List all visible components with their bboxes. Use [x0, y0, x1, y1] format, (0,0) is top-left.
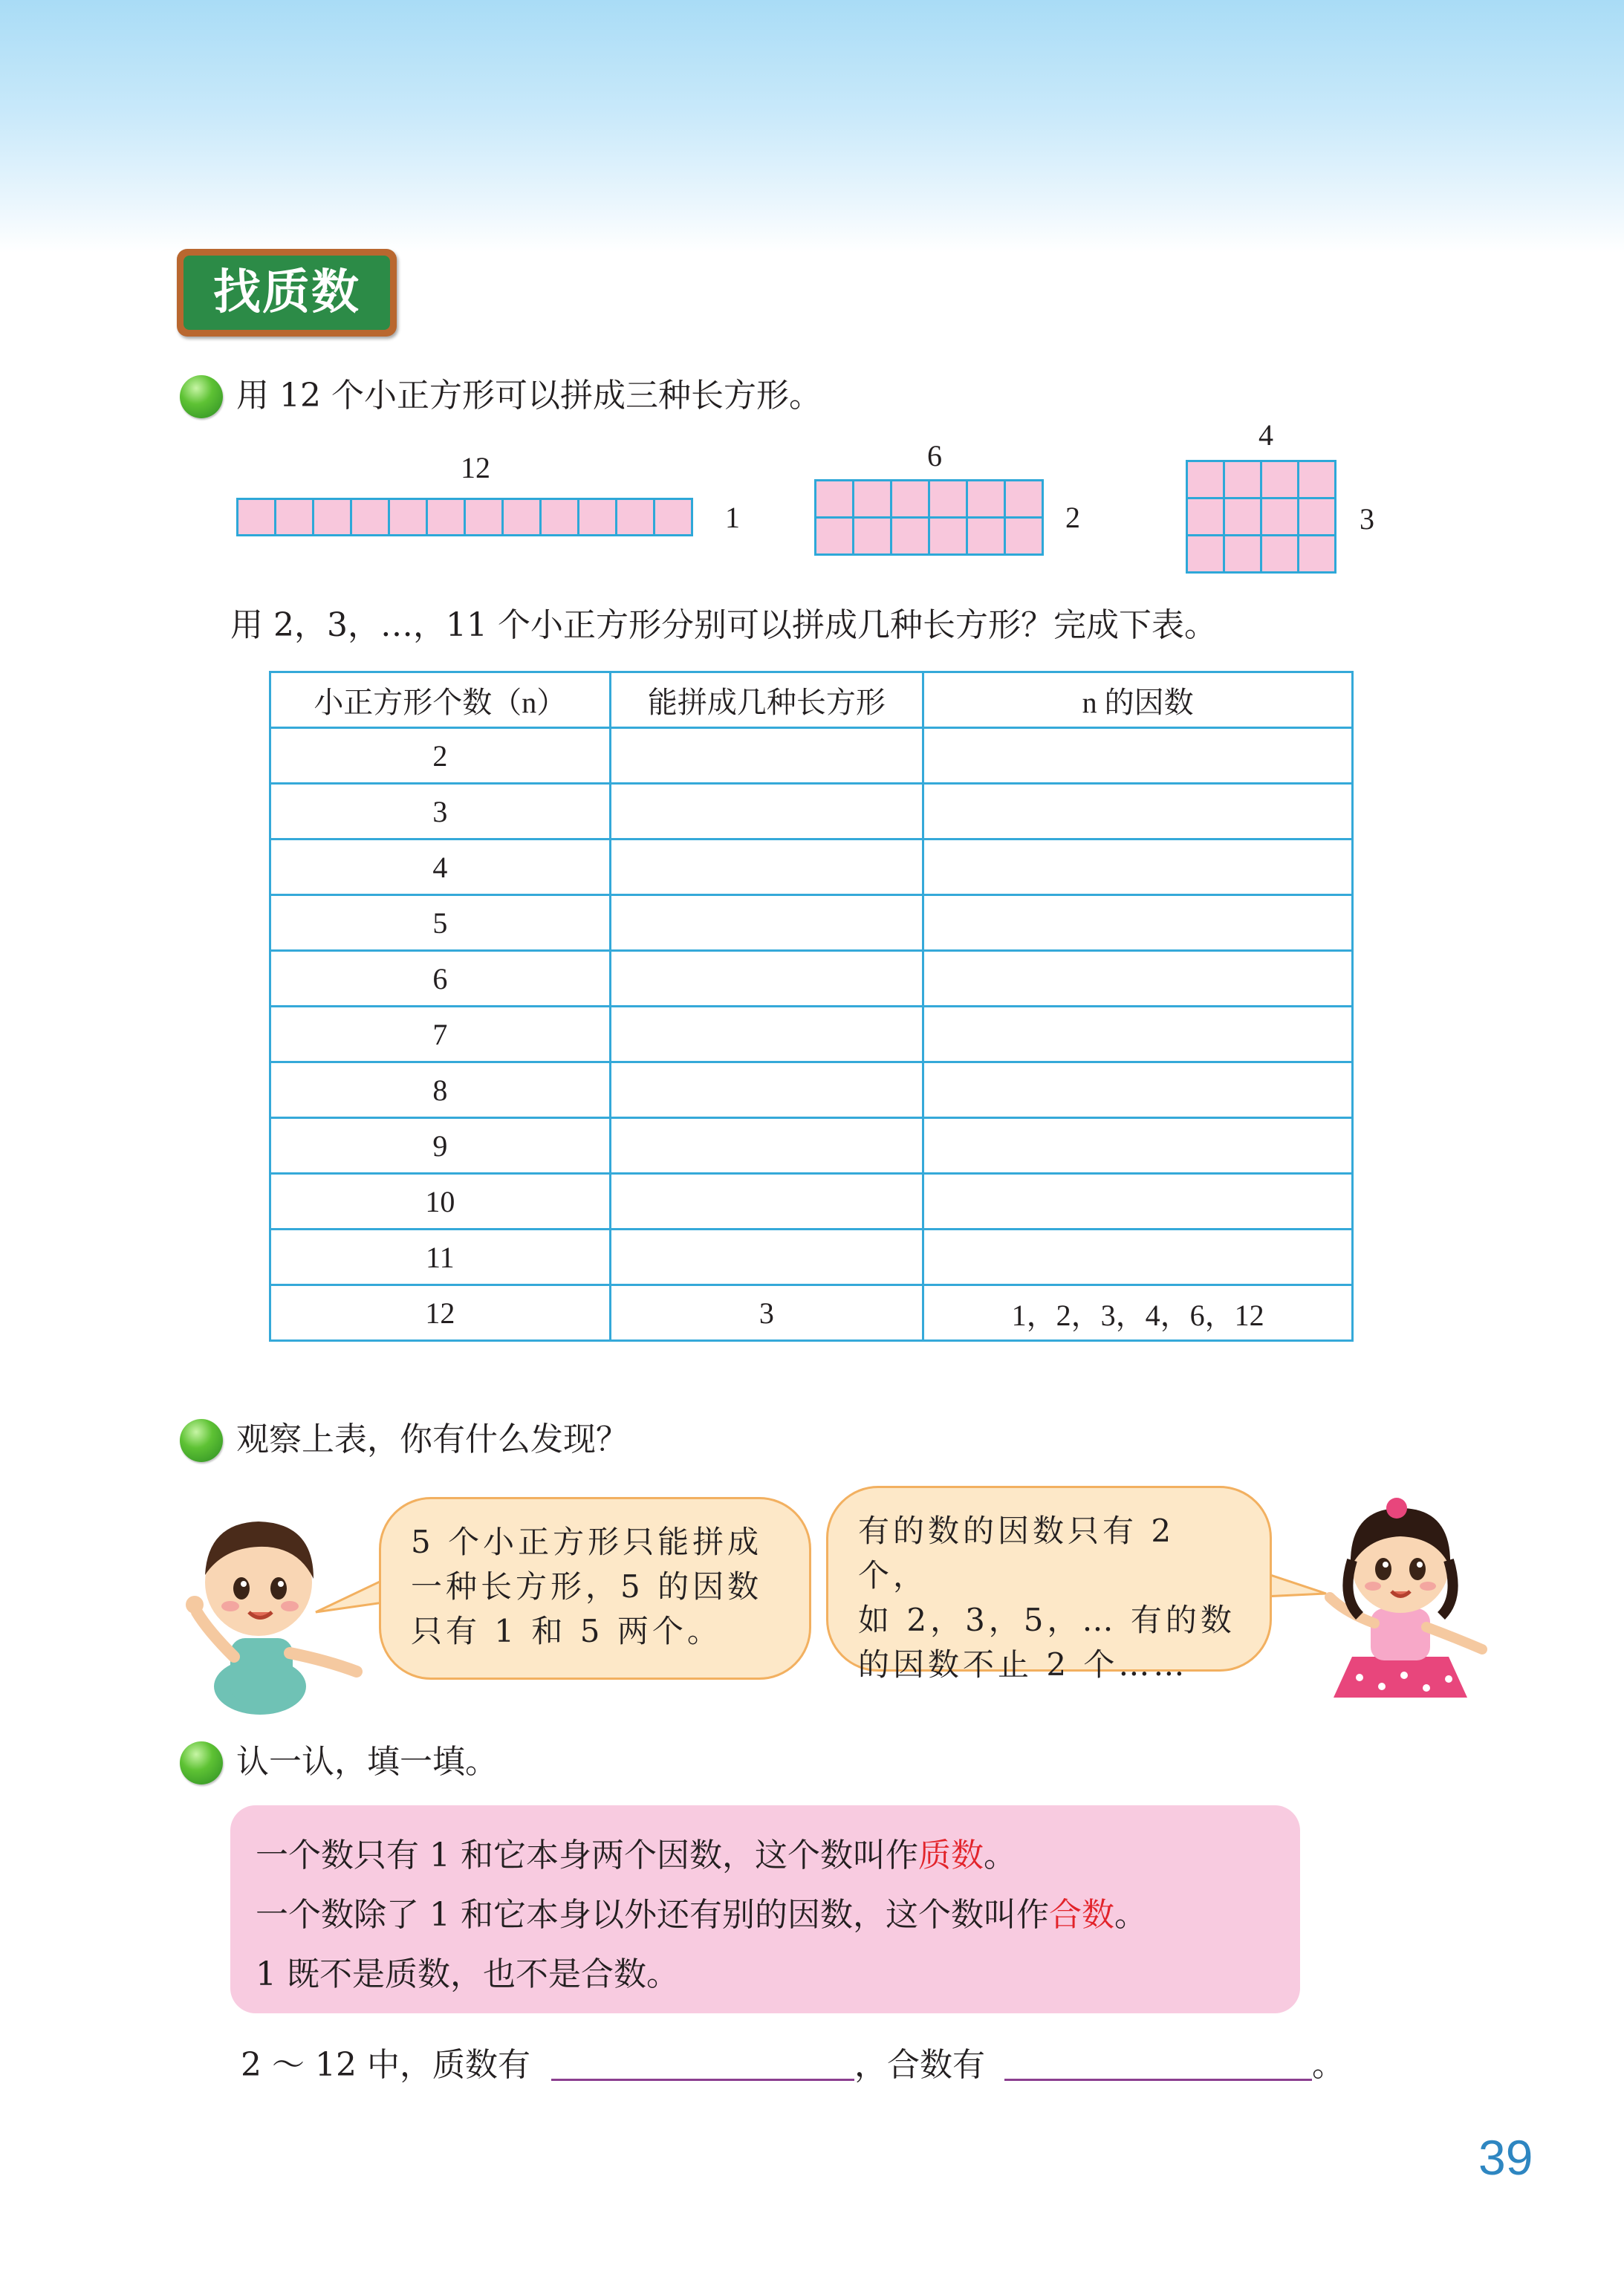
table-row [270, 1285, 1353, 1341]
table-row [270, 1174, 1353, 1230]
girl-illustration-icon [1308, 1486, 1493, 1709]
cell-factors[interactable] [923, 895, 1353, 951]
rect-4x3 [1186, 460, 1336, 574]
table-row [270, 1007, 1353, 1062]
prime-answer-blank[interactable] [551, 2079, 854, 2081]
cell-n: 3 [270, 784, 611, 840]
table-row [270, 1230, 1353, 1285]
cell-n: 9 [270, 1118, 611, 1174]
prime-term: 质数 [917, 1837, 984, 1874]
table-row [270, 840, 1353, 895]
cell-n: 11 [270, 1230, 611, 1285]
table-row [270, 951, 1353, 1007]
cell-kinds[interactable] [610, 1007, 923, 1062]
cell-kinds[interactable] [610, 1118, 923, 1174]
end-mark: 。 [1114, 1896, 1147, 1934]
cell-kinds[interactable] [610, 1062, 923, 1118]
section-title-badge [177, 249, 397, 337]
definition-box [230, 1805, 1300, 2013]
header-rect-kinds: 能拼成几种长方形 [610, 672, 923, 728]
rect2-height-label: 2 [1065, 501, 1080, 534]
cell-n: 8 [270, 1062, 611, 1118]
prime-definition-text: 一个数只有 1 和它本身两个因数，这个数叫作 [256, 1837, 918, 1874]
boy-speech-line: 5 个小正方形只能拼成 [411, 1524, 763, 1560]
end-mark: 。 [983, 1837, 1016, 1874]
boy-speech-line: 一种长方形，5 的因数 [411, 1568, 763, 1605]
table-row [270, 1118, 1353, 1174]
header-band [0, 0, 1624, 253]
composite-term: 合数 [1048, 1896, 1114, 1934]
green-bullet-icon [180, 1419, 223, 1462]
fill-prefix: 2 ～ 12 中，质数有 [241, 2046, 530, 2084]
composite-definition [256, 1886, 1300, 1945]
cell-factors: 1，2，3，4，6，12 [923, 1285, 1353, 1341]
page-number: 39 [1478, 2130, 1533, 2185]
instruction-text: 用 2，3，…，11 个小正方形分别可以拼成几种长方形？完成下表。 [230, 606, 1217, 644]
cell-kinds[interactable] [610, 784, 923, 840]
cell-factors[interactable] [923, 1007, 1353, 1062]
cell-kinds[interactable] [610, 951, 923, 1007]
cell-factors[interactable] [923, 1062, 1353, 1118]
green-bullet-icon [180, 1741, 223, 1784]
composite-answer-blank[interactable] [1004, 2079, 1312, 2081]
rect3-width-label: 4 [1258, 418, 1273, 452]
intro-text: 用 12 个小正方形可以拼成三种长方形。 [236, 377, 822, 415]
cell-kinds: 3 [610, 1285, 923, 1341]
cell-kinds[interactable] [610, 895, 923, 951]
fill-middle: ，合数有 [854, 2046, 985, 2084]
cell-factors[interactable] [923, 840, 1353, 895]
table-row [270, 895, 1353, 951]
composite-definition-text: 一个数除了 1 和它本身以外还有别的因数，这个数叫作 [256, 1896, 1049, 1934]
cell-factors[interactable] [923, 728, 1353, 784]
cell-kinds[interactable] [610, 728, 923, 784]
cell-n: 4 [270, 840, 611, 895]
cell-factors[interactable] [923, 1174, 1353, 1230]
girl-speech-line: 如 2，3，5，… 有的数 [858, 1602, 1235, 1638]
table-row [270, 1062, 1353, 1118]
table-header-row [270, 672, 1353, 728]
rect1-width-label: 12 [461, 451, 490, 484]
one-note: 1 既不是质数，也不是合数。 [256, 1955, 679, 1993]
observe-text: 观察上表，你有什么发现？ [236, 1420, 629, 1458]
cell-n: 10 [270, 1174, 611, 1230]
fill-end: 。 [1312, 2046, 1345, 2084]
rect-12x1 [236, 498, 693, 536]
boy-speech-line: 只有 1 和 5 两个。 [411, 1613, 722, 1649]
cell-factors[interactable] [923, 784, 1353, 840]
cell-factors[interactable] [923, 1230, 1353, 1285]
header-count: 小正方形个数（n） [270, 672, 611, 728]
rect-6x2 [814, 479, 1044, 556]
learn-text: 认一认，填一填。 [236, 1743, 498, 1781]
cell-factors[interactable] [923, 1118, 1353, 1174]
rect1-height-label: 1 [725, 501, 740, 534]
boy-speech-bubble [379, 1497, 811, 1680]
cell-factors[interactable] [923, 951, 1353, 1007]
prime-definition [256, 1826, 1300, 1886]
green-bullet-icon [180, 375, 223, 418]
cell-kinds[interactable] [610, 1230, 923, 1285]
header-factors: n 的因数 [923, 672, 1353, 728]
cell-n: 12 [270, 1285, 611, 1341]
cell-n: 7 [270, 1007, 611, 1062]
rect2-width-label: 6 [927, 439, 942, 472]
factor-table [269, 671, 1354, 1342]
girl-speech-line: 的因数不止 2 个…… [858, 1646, 1189, 1683]
cell-kinds[interactable] [610, 1174, 923, 1230]
girl-speech-line: 有的数的因数只有 2 个， [858, 1513, 1175, 1594]
table-row [270, 728, 1353, 784]
rect3-height-label: 3 [1360, 502, 1374, 536]
cell-n: 6 [270, 951, 611, 1007]
table-row [270, 784, 1353, 840]
girl-speech-bubble [826, 1486, 1272, 1683]
cell-kinds[interactable] [610, 840, 923, 895]
section-title: 找质数 [183, 256, 390, 330]
cell-n: 5 [270, 895, 611, 951]
cell-n: 2 [270, 728, 611, 784]
